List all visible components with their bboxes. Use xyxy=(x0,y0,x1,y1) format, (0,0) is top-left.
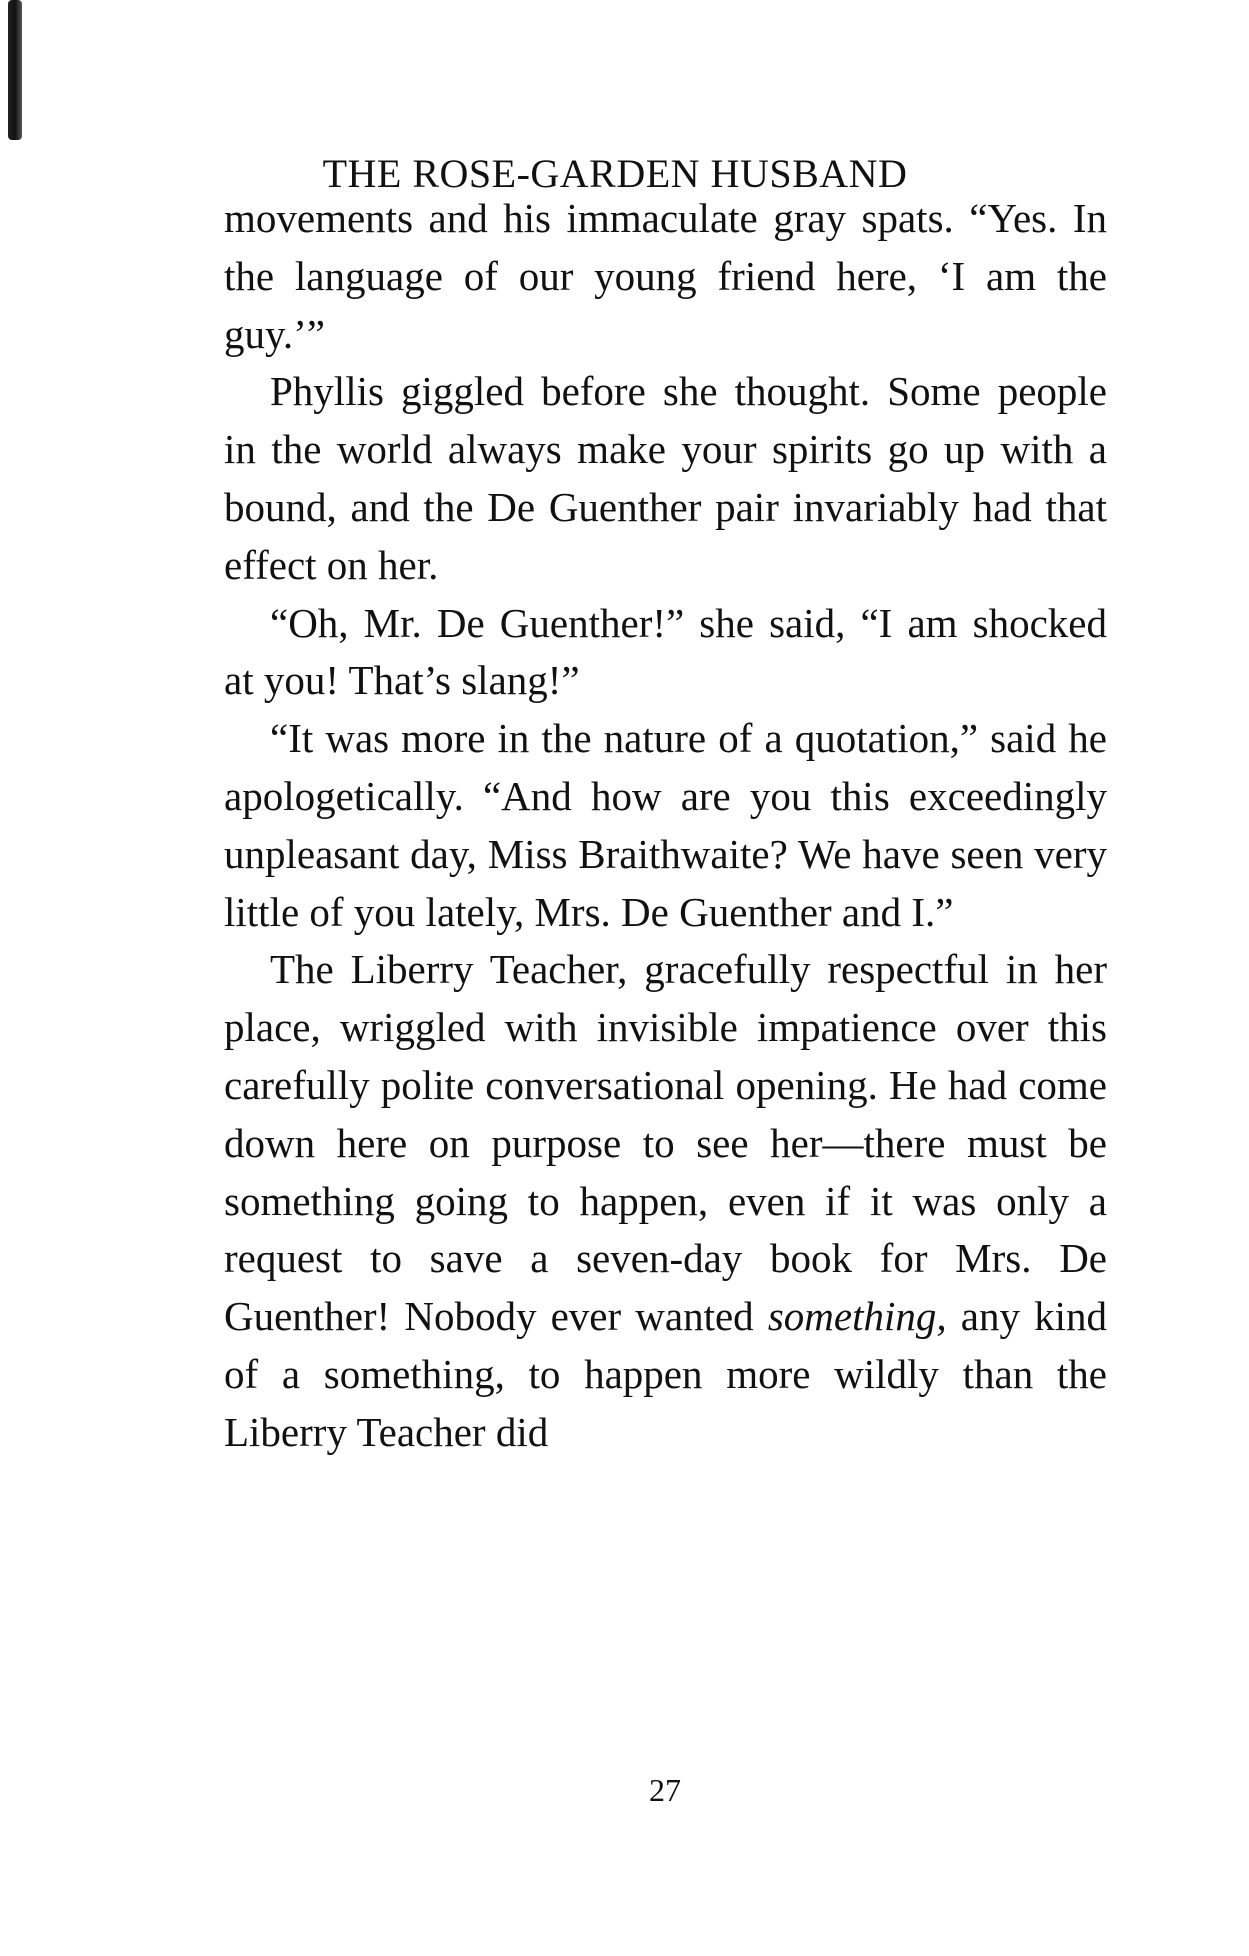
body-text xyxy=(224,190,1107,1462)
paragraph-continued: movements and his immaculate gray spats. “Yes. In the language of our young friend here, ‘I am the guy.’” xyxy=(224,195,1107,357)
page-number: 27 xyxy=(649,1772,681,1808)
paragraph: “It was more in the nature of a quotation,” said he apologetically. “And how are you this exceedingly unpleasant day, Miss Braithwaite? We have seen very little of you lately, Mrs. De Guenther and I.” xyxy=(224,715,1107,935)
text-run: The Liberry Teacher, gracefully respectful in her place, wriggled with invisible impatience over this carefully polite conversational opening. He had come down here on purpose to see her—there must be something going to happen, even if it was only a request to save a seven-day book for Mrs. De Guenther! Nobody ever wanted xyxy=(224,946,1107,1340)
running-head: THE ROSE-GARDEN HUSBAND xyxy=(322,151,908,196)
binding-edge-mark xyxy=(8,0,22,140)
paragraph: “Oh, Mr. De Guenther!” she said, “I am shocked at you! That’s slang!” xyxy=(224,599,1107,704)
text-run: any kind of a something, to happen more wildly than the Liberry Teacher did xyxy=(224,1293,1107,1455)
italic-emphasis: something, xyxy=(767,1293,947,1340)
paragraph-last xyxy=(224,941,1107,1461)
paragraph: Phyllis giggled before she thought. Some people in the world always make your spirits go up with a bound, and the De Guenther pair invariably had that effect on her. xyxy=(224,368,1107,588)
